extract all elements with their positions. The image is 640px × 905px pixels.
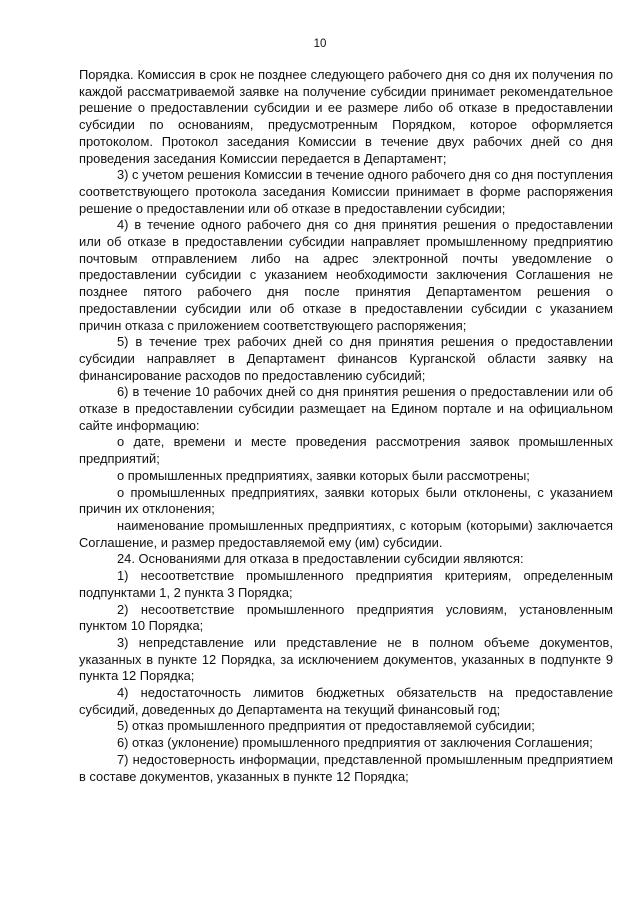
paragraph-ground-2: 2) несоответствие промышленного предприятия условиям, установленным пунктом 10 Порядка;	[79, 601, 613, 634]
document-body	[79, 67, 613, 785]
paragraph-ground-7: 7) недостоверность информации, представленной промышленным предприятием в составе документов, указанных в пункте 12 Порядка;	[79, 751, 613, 784]
paragraph-info-date: о дате, времени и месте проведения рассмотрения заявок промышленных предприятий;	[79, 434, 613, 467]
paragraph-info-agreement: наименование промышленных предприятиях, с которым (которыми) заключается Соглашение, и размер предоставляемой ему (им) субсидии.	[79, 517, 613, 550]
paragraph-ground-6: 6) отказ (уклонение) промышленного предприятия от заключения Соглашения;	[117, 735, 593, 751]
paragraph-ground-1: 1) несоответствие промышленного предприятия критериям, определенным подпунктами 1, 2 пункта 3 Порядка;	[79, 568, 613, 600]
paragraph-ground-3: 3) непредставление или представление не в полном объеме документов, указанных в пункте 12 Порядка, за исключением документов, указанных в подпункте 9 пункта 12 Порядка;	[79, 634, 613, 684]
paragraph-ground-5: 5) отказ промышленного предприятия от предоставляемой субсидии;	[117, 718, 535, 734]
paragraph-ground-4: 4) недостаточность лимитов бюджетных обязательств на предоставление субсидий, доведенных до Департамента на текущий финансовый год;	[79, 685, 613, 717]
paragraph-item-6: 6) в течение 10 рабочих дней со дня принятия решения о предоставлении или об отказе в предоставлении субсидии размещает на Едином портале и на официальном сайте информацию:	[79, 384, 613, 433]
paragraph-section-24: 24. Основаниями для отказа в предоставлении субсидии являются:	[117, 551, 524, 567]
paragraph-item-4: 4) в течение одного рабочего дня со дня принятия решения о предоставлении или об отказе в предоставлении субсидии направляет промышленному предприятию почтовым отправлением либо на адрес электронной почты уведомление о предоставлении субсидии с указанием необходимости заключения Соглашения не позднее пятого рабочего дня после принятия Департаментом решения о предоставлении субсидии или об отказе в предоставлении субсидии с указанием причин отказа с приложением соответствующего распоряжения;	[79, 217, 613, 333]
paragraph-item-5: 5) в течение трех рабочих дней со дня принятия решения о предоставлении субсидии направляет в Департамент финансов Курганской области заявку на финансирование расходов по предоставлению субсидий;	[79, 334, 613, 383]
paragraph-item-3: 3) с учетом решения Комиссии в течение одного рабочего дня со дня поступления соответствующего протокола заседания Комиссии принимает в форме распоряжения решение о предоставлении или об отказе в предоставлении субсидии;	[79, 167, 613, 216]
paragraph-info-reviewed: о промышленных предприятиях, заявки которых были рассмотрены;	[117, 467, 530, 483]
paragraph-continuation: Порядка. Комиссия в срок не позднее следующего рабочего дня со дня их получения по каждой рассматриваемой заявке на получение субсидии принимает рекомендательное решение о предоставлении субсидии и ее размере либо об отказе в предоставлении субсидии по основаниям, предусмотренным Порядком, которое оформляется протоколом. Протокол заседания Комиссии в течение двух рабочих дней со дня проведения заседания Комиссии передается в Департамент;	[79, 67, 613, 166]
page-number: 10	[313, 38, 327, 50]
paragraph-info-rejected: о промышленных предприятиях, заявки которых были отклонены, с указанием причин их отклонения;	[79, 484, 613, 517]
